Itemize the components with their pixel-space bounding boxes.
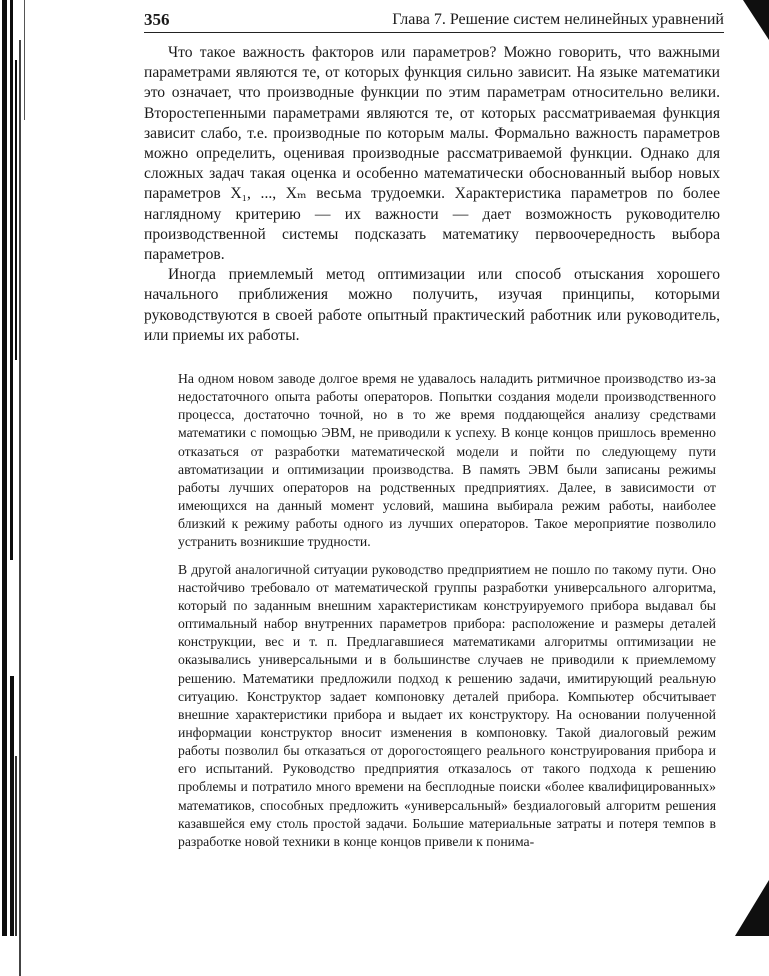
scan-binding-shadow — [0, 0, 30, 936]
scan-corner-shadow-bottom — [735, 880, 769, 936]
header-rule — [144, 32, 724, 33]
example-paragraph: На одном новом заводе долгое время не удавалось наладить ритмичное производство из-за недостаточного опыта работы операторов. Попытки создания модели производственного процесса, достаточно точной, но в то же время поддающейся анализу средствами математики с помощью ЭВМ, не приводили к успеху. В конце концов пришлось временно отказаться от разработки математической модели и пойти по следующему пути автоматизации и оптимизации производства. В память ЭВМ были записаны режимы работы лучших операторов на родственных предприятиях. Далее, в зависимости от имеющихся на данный момент условий, машина выбирала режим работы, наиболее близкий к режиму работы одного из лучших операторов. Такое мероприятие позволило устранить возникшие трудности. — [178, 371, 716, 550]
page-header — [144, 10, 724, 32]
running-title: Глава 7. Решение систем нелинейных уравнений — [392, 11, 724, 28]
paragraph: Иногда приемлемый метод оптимизации или способ отыскания хорошего начального приближения можно получить, изучая принципы, которыми руководствуются в своей работе опытный практический работник или руководитель, или приемы их работы. — [144, 266, 720, 344]
scan-corner-shadow-top — [743, 0, 769, 40]
paragraph: Что такое важность факторов или параметров? Можно говорить, что важными параметрами являются те, от которых функция сильно зависит. На языке математики это означает, что производные функции по этим параметрам относительно велики. Второстепенными параметрами являются те, от которых рассматриваемая функция зависит слабо, т.е. производные по которым малы. Формально важность параметров можно определить, оценивая производные рассматриваемой функции. Однако для сложных задач такая оценка и особенно математически обоснованный выбор новых параметров X₁, ..., Xₘ весьма трудоемки. Характеристика параметров по более наглядному критерию — их важности — дает возможность руководителю производственной системы подсказать математику первоочередность выбора параметров. — [144, 44, 720, 264]
example-paragraph: В другой аналогичной ситуации руководство предприятием не пошло по такому пути. Оно настойчиво требовало от математической группы разработки универсального алгоритма, который по заданным внешним характеристикам конструируемого прибора выдавал бы оптимальный набор внутренних параметров прибора: расположение и размеры деталей конструкции, вес и т. п. Предлагавшиеся математиками алгоритмы оптимизации не оказывались универсальными и в большинстве случаев не приводили к приемлемому решению. Математики предложили подход к решению задачи, имитирующий реальную ситуацию. Конструктор задает компоновку деталей прибора. Компьютер обсчитывает внешние характеристики прибора и выдает их конструктору. На основании полученной информации конструктор вносит изменения в компоновку. Такой диалоговый режим работы позволил бы отказаться от дорогостоящего реального конструирования прибора и его испытаний. Руководство предприятия отказалось от такого подхода к решению проблемы и потратило много времени на бесплодные поиски «более квалифицированных» математиков, способных предложить «универсальный» бездиалоговый алгоритм решения казавшейся ему столь простой задачи. Большие материальные затраты и потеря темпов в разработке новой техники в конце концов привели к понима- — [178, 561, 716, 849]
example-block — [178, 370, 716, 851]
main-text — [144, 43, 720, 346]
page-number: 356 — [144, 10, 170, 29]
